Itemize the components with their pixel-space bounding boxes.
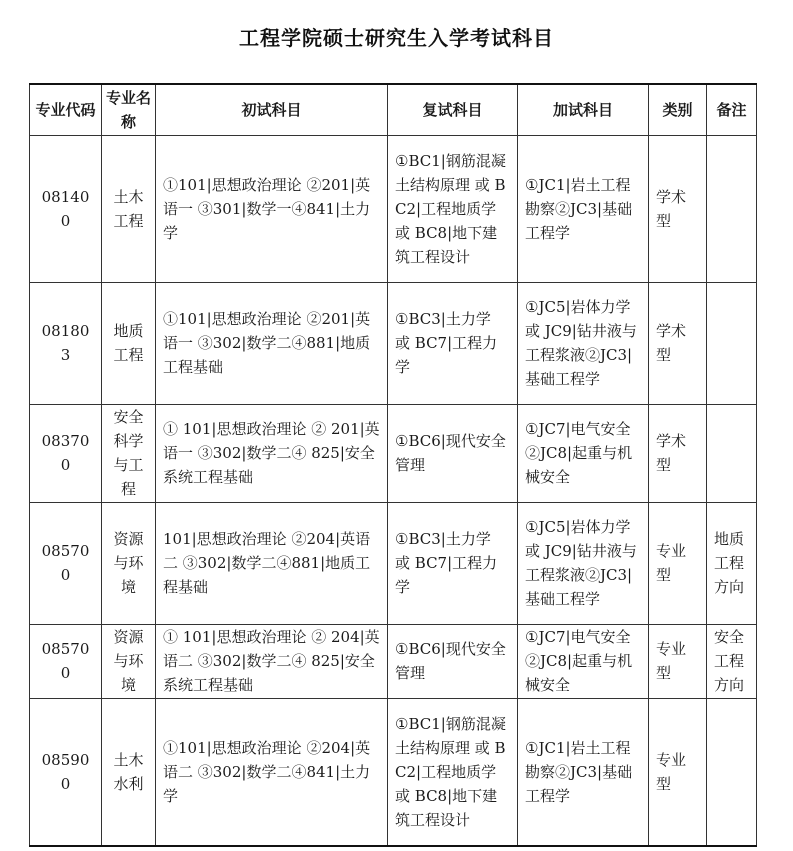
type-cell: 专业型 (649, 698, 707, 846)
initial-exam-cell: ①101|思想政治理论 ②204|英语二 ③302|数学二④841|土力学 (156, 698, 388, 846)
retest-exam-cell: ①BC6|现代安全管理 (388, 404, 518, 502)
header-additional-exam: 加试科目 (518, 84, 649, 135)
initial-exam-cell: ①101|思想政治理论 ②201|英语一 ③301|数学一④841|土力学 (156, 135, 388, 282)
note-cell (707, 282, 757, 404)
major-code-cell: 081400 (30, 135, 102, 282)
note-cell: 安全工程方向 (707, 624, 757, 698)
retest-exam-cell: ①BC3|土力学 或 BC7|工程力学 (388, 502, 518, 624)
type-cell: 专业型 (649, 624, 707, 698)
note-cell (707, 135, 757, 282)
additional-exam-cell: ①JC1|岩土工程勘察②JC3|基础工程学 (518, 135, 649, 282)
header-major-code: 专业代码 (30, 84, 102, 135)
major-name-cell: 土木工程 (102, 135, 156, 282)
initial-exam-cell: ① 101|思想政治理论 ② 204|英语二 ③302|数学二④ 825|安全系统工程基础 (156, 624, 388, 698)
initial-exam-cell: ① 101|思想政治理论 ② 201|英语一 ③302|数学二④ 825|安全系统工程基础 (156, 404, 388, 502)
major-name-cell: 资源与环境 (102, 624, 156, 698)
page-title: 工程学院硕士研究生入学考试科目 (239, 26, 554, 50)
retest-exam-cell: ①BC3|土力学 或 BC7|工程力学 (388, 282, 518, 404)
exam-subjects-table (29, 83, 757, 847)
additional-exam-cell: ①JC5|岩体力学 或 JC9|钻井液与工程浆液②JC3|基础工程学 (518, 282, 649, 404)
header-note: 备注 (707, 84, 757, 135)
note-cell (707, 698, 757, 846)
table-row (30, 698, 757, 846)
major-code-cell: 085700 (30, 624, 102, 698)
table-row (30, 282, 757, 404)
table-row (30, 624, 757, 698)
initial-exam-cell: 101|思想政治理论 ②204|英语二 ③302|数学二④881|地质工程基础 (156, 502, 388, 624)
major-name-cell: 资源与环境 (102, 502, 156, 624)
header-major-name: 专业名称 (102, 84, 156, 135)
additional-exam-cell: ①JC5|岩体力学 或 JC9|钻井液与工程浆液②JC3|基础工程学 (518, 502, 649, 624)
note-cell (707, 404, 757, 502)
additional-exam-cell: ①JC7|电气安全②JC8|起重与机械安全 (518, 404, 649, 502)
table-row (30, 502, 757, 624)
retest-exam-cell: ①BC1|钢筋混凝土结构原理 或 BC2|工程地质学 或 BC8|地下建筑工程设计 (388, 135, 518, 282)
header-initial-exam: 初试科目 (156, 84, 388, 135)
note-cell: 地质工程方向 (707, 502, 757, 624)
header-retest-exam: 复试科目 (388, 84, 518, 135)
retest-exam-cell: ①BC6|现代安全管理 (388, 624, 518, 698)
major-name-cell: 安全科学与工程 (102, 404, 156, 502)
type-cell: 学术型 (649, 404, 707, 502)
major-name-cell: 地质工程 (102, 282, 156, 404)
header-type: 类别 (649, 84, 707, 135)
type-cell: 专业型 (649, 502, 707, 624)
major-code-cell: 085700 (30, 502, 102, 624)
table-row (30, 404, 757, 502)
major-code-cell: 081803 (30, 282, 102, 404)
additional-exam-cell: ①JC1|岩土工程勘察②JC3|基础工程学 (518, 698, 649, 846)
major-code-cell: 085900 (30, 698, 102, 846)
major-name-cell: 土木水利 (102, 698, 156, 846)
additional-exam-cell: ①JC7|电气安全②JC8|起重与机械安全 (518, 624, 649, 698)
type-cell: 学术型 (649, 282, 707, 404)
initial-exam-cell: ①101|思想政治理论 ②201|英语一 ③302|数学二④881|地质工程基础 (156, 282, 388, 404)
header-row (30, 84, 757, 135)
retest-exam-cell: ①BC1|钢筋混凝土结构原理 或 BC2|工程地质学 或 BC8|地下建筑工程设计 (388, 698, 518, 846)
major-code-cell: 083700 (30, 404, 102, 502)
table-row (30, 135, 757, 282)
type-cell: 学术型 (649, 135, 707, 282)
